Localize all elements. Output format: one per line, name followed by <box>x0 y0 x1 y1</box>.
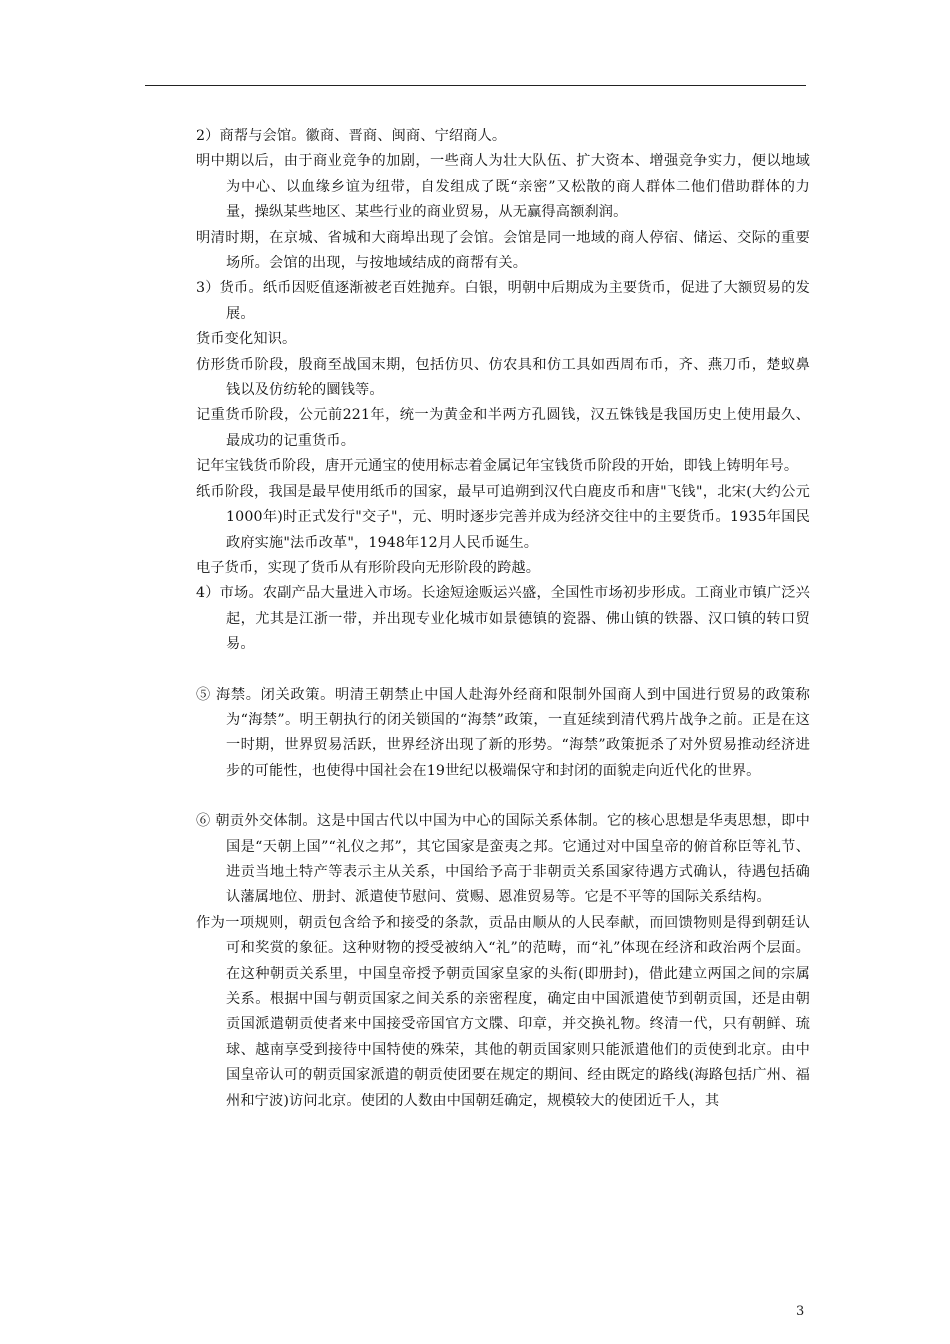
paragraph-market: 4）市场。农副产品大量进入市场。长途短途贩运兴盛，全国性市场初步形成。工商业市镇广泛兴起，尤其是江浙一带，并出现专业化城市如景德镇的瓷器、佛山镇的铁器、汉口镇的转口贸易。 <box>196 585 810 653</box>
paragraph-shangbang: 2）商帮与会馆。徽商、晋商、闽商、宁绍商人。 <box>196 128 507 144</box>
paragraph-tribute-system: ⑥ 朝贡外交体制。这是中国古代以中国为中心的国际关系体制。它的核心思想是华夷思想，即中国是“天朝上国”“礼仪之邦”，其它国家是蛮夷之邦。它通过对中国皇帝的俯首称臣等礼节、进贡当地土特产等表示主从关系，中国给予高于非朝贡关系国家待遇方式确认，待遇包括确认藩属地位、册封、派遣使节慰问、赏赐、恩准贸易等。它是不平等的国际关系结构。 <box>196 813 810 906</box>
paragraph-year-coin: 记年宝钱货币阶段，唐开元通宝的使用标志着金属记年宝钱货币阶段的开始，即钱上铸明年号。 <box>196 458 799 475</box>
paragraph-imitation-currency: 仿形货币阶段，殷商至战国末期，包括仿贝、仿农具和仿工具如西周布币，齐、燕刀币，楚蚁鼻钱以及仿纺轮的圜钱等。 <box>196 356 810 399</box>
paragraph-tribute-rules: 作为一项规则，朝贡包含给予和接受的条款，贡品由顺从的人民奉献，而回馈物则是得到朝廷认可和奖赏的象征。这种财物的授受被纳入“礼”的范畴，而“礼”体现在经济和政治两个层面。在这种朝贡关系里，中国皇帝授予朝贡国家皇家的头衔(即册封)，借此建立两国之间的宗属关系。根据中国与朝贡国家之间关系的亲密程度，确定由中国派遣使节到朝贡国，还是由朝贡国派遣朝贡使者来中国接受帝国官方文牒、印章，并交换礼物。终清一代，只有朝鲜、琉球、越南享受到接待中国特使的殊荣，其他的朝贡国家则只能派遣他们的贡使到北京。由中国皇帝认可的朝贡国家派遣的朝贡使团要在规定的期间、经由既定的路线(海路包括广州、福州和宁波)访问北京。使团的人数由中国朝廷确定，规模较大的使团近千人，其 <box>196 914 810 1109</box>
paragraph-weight-currency: 记重货币阶段，公元前221年，统一为黄金和半两方孔圆钱，汉五铢钱是我国历史上使用最久、最成功的记重货币。 <box>196 407 810 449</box>
header-rule <box>145 85 806 86</box>
paragraph-currency: 3）货币。纸币因贬值逐渐被老百姓抛弃。白银，明朝中后期成为主要货币，促进了大额贸易的发展。 <box>196 280 810 322</box>
paragraph-paper-money: 纸币阶段，我国是最早使用纸币的国家，最早可追朔到汉代白鹿皮币和唐"飞钱"，北宋(大约公元1000年)时正式发行"交子"，元、明时逐步完善并成为经济交往中的主要货币。1935年国民政府实施"法币改革"，1948年12月人民币诞生。 <box>196 483 810 551</box>
spacer <box>196 784 810 809</box>
document-body <box>196 124 810 1114</box>
paragraph-electronic-money: 电子货币，实现了货币从有形阶段向无形阶段的跨越。 <box>196 559 541 576</box>
paragraph-currency-knowledge: 货币变化知识。 <box>196 331 297 348</box>
page-number: 3 <box>796 1304 805 1319</box>
spacer <box>196 658 810 683</box>
paragraph-huiguan: 明清时期，在京城、省城和大商埠出现了会馆。会馆是同一地域的商人停宿、储运、交际的重要场所。会馆的出现，与按地域结成的商帮有关。 <box>196 229 810 272</box>
paragraph-haijin: ⑤ 海禁。闭关政策。明清王朝禁止中国人赴海外经商和限制外国商人到中国进行贸易的政策称为“海禁”。明王朝执行的闭关锁国的“海禁”政策，一直延续到清代鸦片战争之前。正是在这一时期，世界贸易活跃，世界经济出现了新的形势。“海禁”政策扼杀了对外贸易推动经济进步的可能性，也使得中国社会在19世纪以极端保守和封闭的面貌走向近代化的世界。 <box>196 686 810 779</box>
paragraph-mid-ming-merchants: 明中期以后，由于商业竞争的加剧，一些商人为壮大队伍、扩大资本、增强竞争实力，便以地域为中心、以血缘乡谊为纽带，自发组成了既“亲密”又松散的商人群体二他们借助群体的力量，操纵某些地区、某些行业的商业贸易，从无赢得高额刹润。 <box>196 153 810 221</box>
